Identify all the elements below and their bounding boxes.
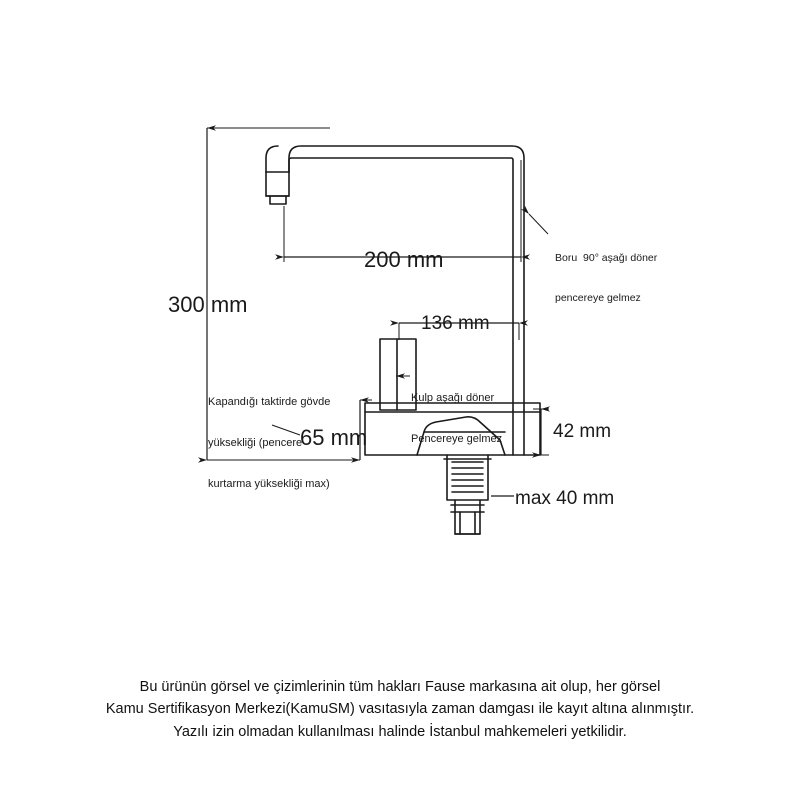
dim-label-200: 200 mm: [364, 247, 444, 272]
annotation-body-height-note-line-2: yüksekliği (pencere: [208, 436, 303, 449]
copyright-footer: [0, 676, 800, 743]
copyright-line-1: Bu ürünün görsel ve çizimlerinin tüm hakları Fause markasına ait olup, her görsel: [139, 679, 661, 695]
dim-label-65: 65 mm: [300, 425, 368, 450]
dim-label-300: 300 mm: [168, 292, 248, 317]
annotation-handle-note: [411, 364, 502, 474]
annotation-handle-note-line-2: Pencereye gelmez: [411, 432, 503, 445]
dim-label-max40: max 40 mm: [515, 488, 615, 509]
dim-label-42: 42 mm: [553, 421, 612, 442]
annotation-pipe-note-line-2: pencereye gelmez: [555, 291, 641, 304]
annotation-body-height-note: [208, 368, 330, 519]
annotation-body-height-note-line-3: kurtarma yüksekliği max): [208, 478, 330, 490]
annotation-handle-note-line-1: Kulp aşağı döner: [411, 391, 495, 404]
annotation-pipe-note-line-1: Boru 90° aşağı döner: [555, 252, 658, 265]
leader-pipe-note: [529, 214, 548, 234]
dim-label-136: 136 mm: [421, 313, 490, 334]
annotation-pipe-note: [555, 226, 657, 331]
annotation-body-height-note-line-1: Kapandığı taktirde gövde: [208, 395, 331, 408]
copyright-line-2: Kamu Sertifikasyon Merkezi(KamuSM) vasıtasıyla zaman damgası ile kayıt altına alınmıştır.: [105, 701, 695, 718]
copyright-line-3: Yazılı izin olmadan kullanılması halinde İstanbul mahkemeleri yetkilidir.: [173, 723, 627, 740]
